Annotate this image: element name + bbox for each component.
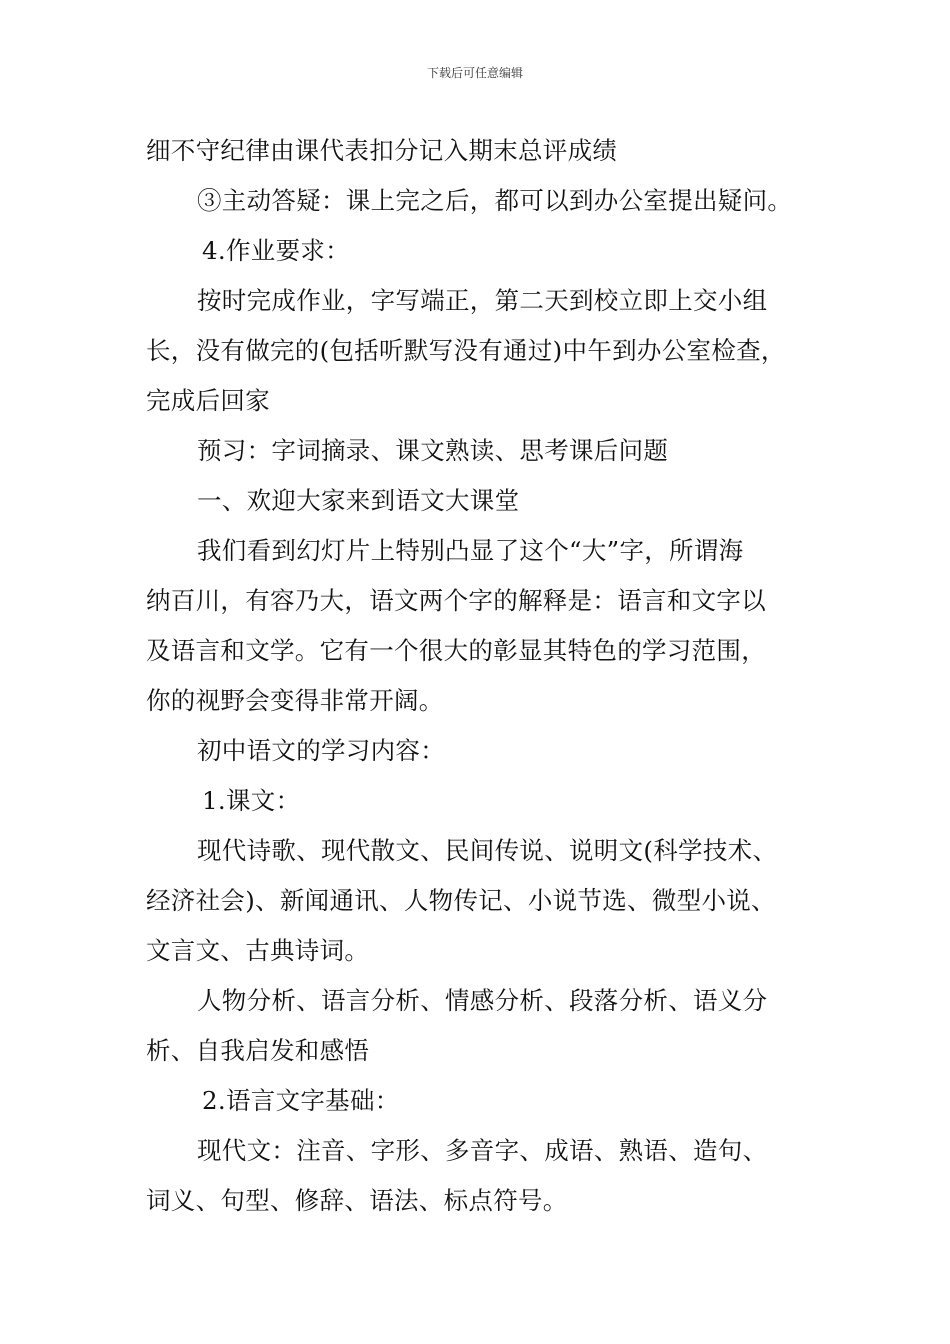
text-line: 纳百川，有容乃大，语文两个字的解释是：语言和文字以 <box>146 586 766 615</box>
text-line: 我们看到幻灯片上特别凸显了这个“大”字，所谓海 <box>197 536 744 565</box>
text-line: 经济社会)、新闻通讯、人物传记、小说节选、微型小说、 <box>146 886 776 915</box>
text-line: 文言文、古典诗词。 <box>146 936 370 965</box>
text-line: 按时完成作业，字写端正，第二天到校立即上交小组 <box>197 286 768 315</box>
text-line: 词义、句型、修辞、语法、标点符号。 <box>146 1186 568 1215</box>
text-line: 及语言和文学。它有一个很大的彰显其特色的学习范围， <box>146 636 766 665</box>
text-line: 细不守纪律由课代表扣分记入期末总评成绩 <box>146 136 618 165</box>
text-line: 长，没有做完的(包括听默写没有通过)中午到办公室检查， <box>146 336 786 365</box>
document-body <box>146 126 836 1226</box>
text-line: 人物分析、语言分析、情感分析、段落分析、语义分 <box>197 986 768 1015</box>
text-line: 现代文：注音、字形、多音字、成语、熟语、造句、 <box>197 1136 768 1165</box>
section-heading: 2.语言文字基础： <box>202 1086 400 1115</box>
text-line: 完成后回家 <box>146 386 270 415</box>
text-line: ③主动答疑：课上完之后，都可以到办公室提出疑问。 <box>197 186 793 215</box>
text-line: 初中语文的学习内容： <box>197 736 445 765</box>
section-heading: 4.作业要求： <box>202 236 350 265</box>
text-line: 析、自我启发和感悟 <box>146 1036 370 1065</box>
page-header: 下载后可任意编辑 <box>426 66 523 80</box>
text-line: 现代诗歌、现代散文、民间传说、说明文(科学技术、 <box>197 836 778 865</box>
section-heading: 1.课文： <box>202 786 301 815</box>
section-heading: 一、欢迎大家来到语文大课堂 <box>197 486 520 515</box>
text-line: 预习：字词摘录、课文熟读、思考课后问题 <box>197 436 669 465</box>
text-line: 你的视野会变得非常开阔。 <box>146 686 444 715</box>
